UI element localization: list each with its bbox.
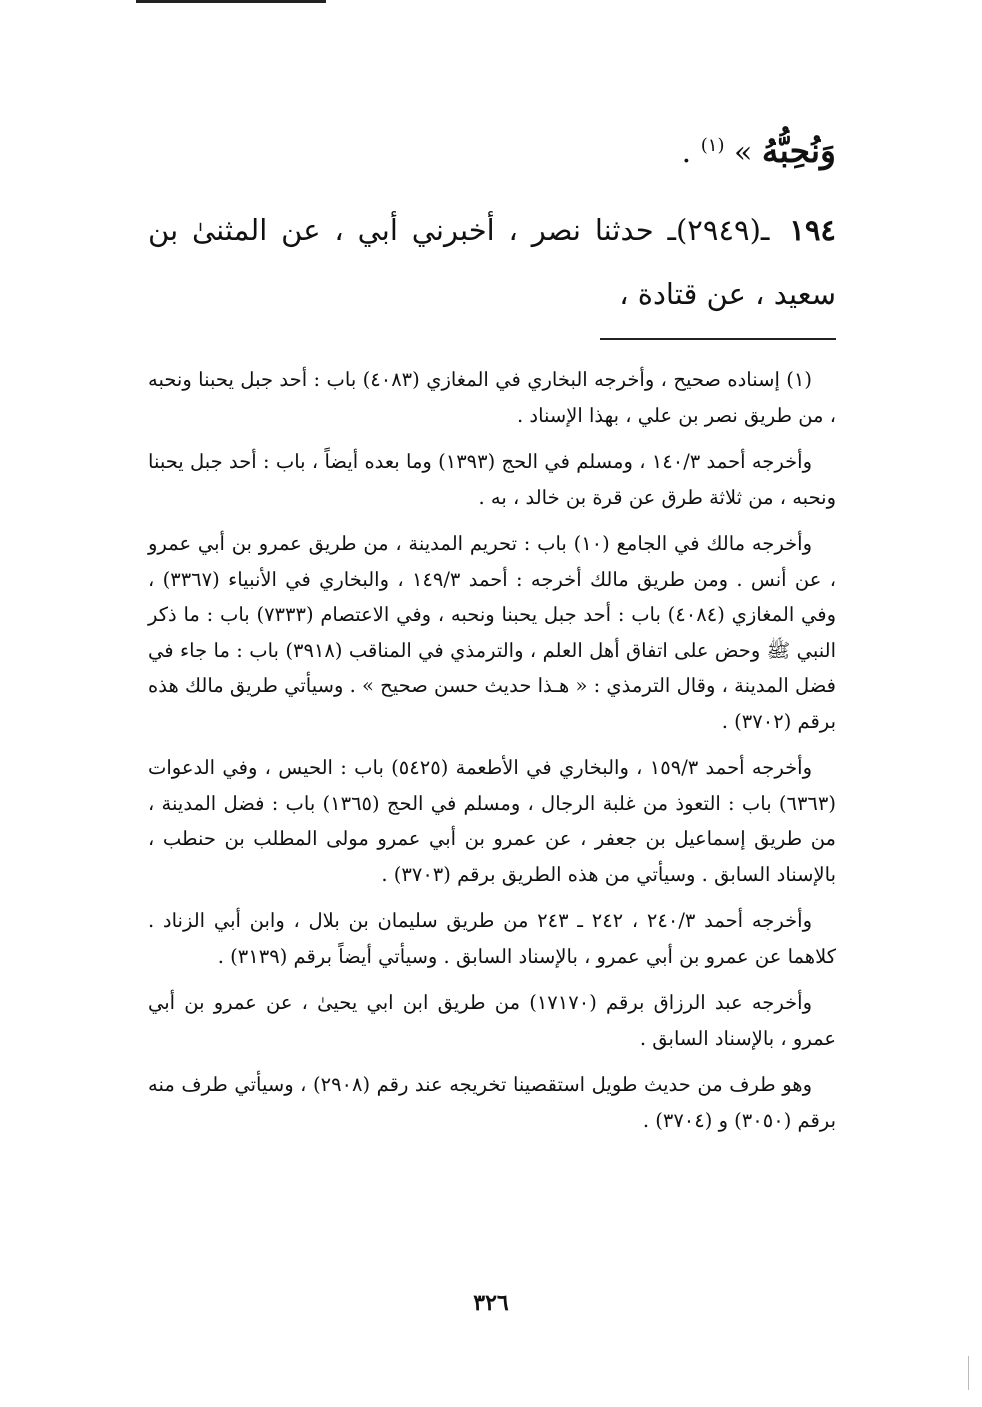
fragment-word: وَنُحِبُّهُ	[761, 131, 836, 170]
footnote-paragraph: (١) إسناده صحيح ، وأخرجه البخاري في المغازي (٤٠٨٣) باب : أحد جبل يحبنا ونحبه ، من طريق نصر بن علي ، بهذا الإسناد .	[148, 368, 836, 427]
fragment-end: .	[681, 135, 701, 170]
fragment-quote: »	[724, 135, 762, 170]
footnote-paragraph: وأخرجه مالك في الجامع (١٠) باب : تحريم المدينة ، من طريق عمرو بن أبي عمرو ، عن أنس . ومن طريق مالك أخرجه : أحمد ١٤٩/٣ ، والبخاري في الأنبياء (٣٣٦٧) ، وفي المغازي (٤٠٨٤) باب : أحد جبل يحبنا ونحبه ، وفي الاعتصام (٧٣٣٣) باب : ما ذكر النبي ﷺ وحض على اتفاق أهل العلم ، والترمذي في المناقب (٣٩١٨) باب : ما جاء في فضل المدينة ، وقال الترمذي : « هـذا حديث حسن صحيح » . وسيأتي طريق مالك هذه برقم (٣٧٠٢) .	[148, 532, 837, 733]
scan-edge-mark	[968, 1356, 969, 1390]
hadith-number: ١٩٤	[789, 213, 836, 247]
top-scan-rule	[136, 0, 326, 3]
hadith-body: ـ(٢٩٤٩)ـ حدثنا نصر ، أخبرني أبي ، عن المثنىٰ بن سعيد ، عن قتادة ،	[148, 213, 836, 311]
hadith-text	[148, 198, 836, 326]
footnote-paragraph: وأخرجه أحمد ٢٤٠/٣ ، ٢٤٢ ـ ٢٤٣ من طريق سليمان بن بلال ، وابن أبي الزناد . كلاهما عن عمرو بن أبي عمرو ، بالإسناد السابق . وسيأتي أيضاً برقم (٣١٣٩) .	[148, 909, 836, 968]
footnote-paragraph: وهو طرف من حديث طويل استقصينا تخريجه عند رقم (٢٩٠٨) ، وسيأتي طرف منه برقم (٣٠٥٠) و (٣٧٠٤) .	[148, 1073, 836, 1132]
footnote-paragraph: وأخرجه أحمد ١٥٩/٣ ، والبخاري في الأطعمة (٥٤٢٥) باب : الحيس ، وفي الدعوات (٦٣٦٣) باب : التعوذ من غلبة الرجال ، ومسلم في الحج (١٣٦٥) باب : فضل المدينة ، من طريق إسماعيل بن جعفر ، عن عمرو بن أبي عمرو مولى المطلب بن حنطب ، بالإسناد السابق . وسيأتي من هذه الطريق برقم (٣٧٠٣) .	[148, 756, 836, 886]
footnote-paragraph: وأخرجه أحمد ١٤٠/٣ ، ومسلم في الحج (١٣٩٣) وما بعده أيضاً ، باب : أحد جبل يحبنا ونحبه ، من ثلاثة طرق عن قرة بن خالد ، به .	[148, 450, 836, 509]
footnote-reference: (١)	[700, 135, 725, 156]
footnotes	[148, 362, 836, 1149]
footnote-separator	[600, 338, 836, 340]
page-number: ٣٢٦	[473, 1290, 509, 1316]
hadith-fragment-line	[300, 118, 836, 174]
footnote-paragraph: وأخرجه عبد الرزاق برقم (١٧١٧٠) من طريق ابن ابي يحيىٰ ، عن عمرو بن أبي عمرو ، بالإسناد السابق .	[148, 991, 836, 1050]
